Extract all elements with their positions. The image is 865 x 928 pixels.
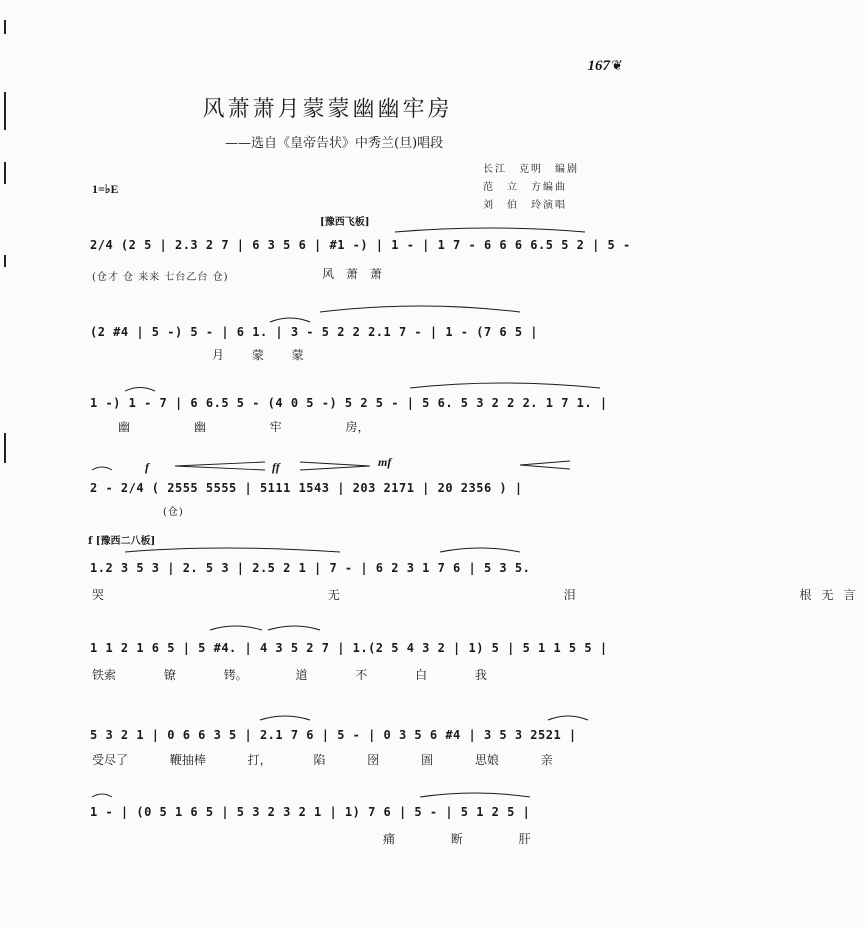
margin-bar	[4, 20, 6, 34]
section-marker: f [豫西二八板]	[88, 536, 156, 547]
notation-line: 1 1 2 1 6 5 | 5 #4. | 4 3 5 2 7 | 1.(2 5 4 3 2 | 1) 5 | 5 1 1 5 5 |	[90, 641, 608, 655]
percussion-line: (仓才 仓 来来 七台乙台 仓)	[92, 272, 229, 283]
lyric-line: 受尽了 鞭抽棒 打， 陷 囹 圄 思娘 亲	[92, 753, 553, 767]
dynamic-mark: ff	[272, 460, 280, 474]
margin-bar	[4, 162, 6, 184]
lyric-line: 痛 断 肝	[383, 832, 531, 846]
dynamic-mark: f	[145, 460, 149, 474]
notation-line: 1 -) 1 - 7 | 6 6.5 5 - (4 0 5 -) 5 2 5 - | 5 6. 5 3 2 2 2. 1 7 1. |	[90, 396, 608, 410]
lyric-line: 幽 幽 牢 房，	[118, 420, 370, 434]
lyric-line: 铁索 镣 铐。 道 不 白 我	[92, 668, 487, 682]
page-ornament-icon: ❦	[611, 58, 623, 74]
notation-line: 2 - 2/4 ( 2555 5555 | 5111 1543 | 203 2171 | 20 2356 ) |	[90, 481, 523, 495]
notation-line: 1 - | (0 5 1 6 5 | 5 3 2 3 2 1 | 1) 7 6 | 5 - | 5 1 2 5 |	[90, 805, 531, 819]
credit-line: 长江 克明 编剧	[483, 164, 579, 175]
lyric-line: 风萧萧	[322, 267, 395, 281]
song-title: 风萧萧月蒙蒙幽幽牢房	[202, 97, 453, 122]
notation-line: (2 #4 | 5 -) 5 - | 6 1. | 3 - 5 2 2 2.1 7 - | 1 - (7 6 5 |	[90, 325, 539, 339]
notation-line: 2/4 (2 5 | 2.3 2 7 | 6 3 5 6 | #1 -) | 1 - | 1 7 - 6 6 6 6.5 5 2 | 5 -	[90, 238, 631, 252]
lyric-line: 哭 无 泪 根无言	[92, 588, 865, 602]
margin-bar	[4, 433, 6, 463]
notation-line: 5 3 2 1 | 0 6 6 3 5 | 2.1 7 6 | 5 - | 0 3 5 6 #4 | 3 5 3 2521 |	[90, 728, 577, 742]
percussion-line: (仓)	[163, 507, 184, 518]
lyric-line: 月 蒙 蒙	[212, 348, 304, 362]
margin-bar	[4, 255, 6, 267]
section-marker: [豫西飞板]	[320, 217, 370, 228]
dynamic-mark: mf	[378, 455, 392, 469]
key-signature: 1=♭E	[92, 182, 119, 196]
notation-line: 1.2 3 5 3 | 2. 5 3 | 2.5 2 1 | 7 - | 6 2 3 1 7 6 | 5 3 5.	[90, 561, 531, 575]
credit-line: 范 立 方编曲	[483, 182, 567, 193]
credit-line: 刘 伯 玲演唱	[483, 200, 567, 211]
song-subtitle: ——选自《皇帝告状》中秀兰(旦)唱段	[225, 136, 444, 151]
page-number: 167	[587, 58, 610, 74]
